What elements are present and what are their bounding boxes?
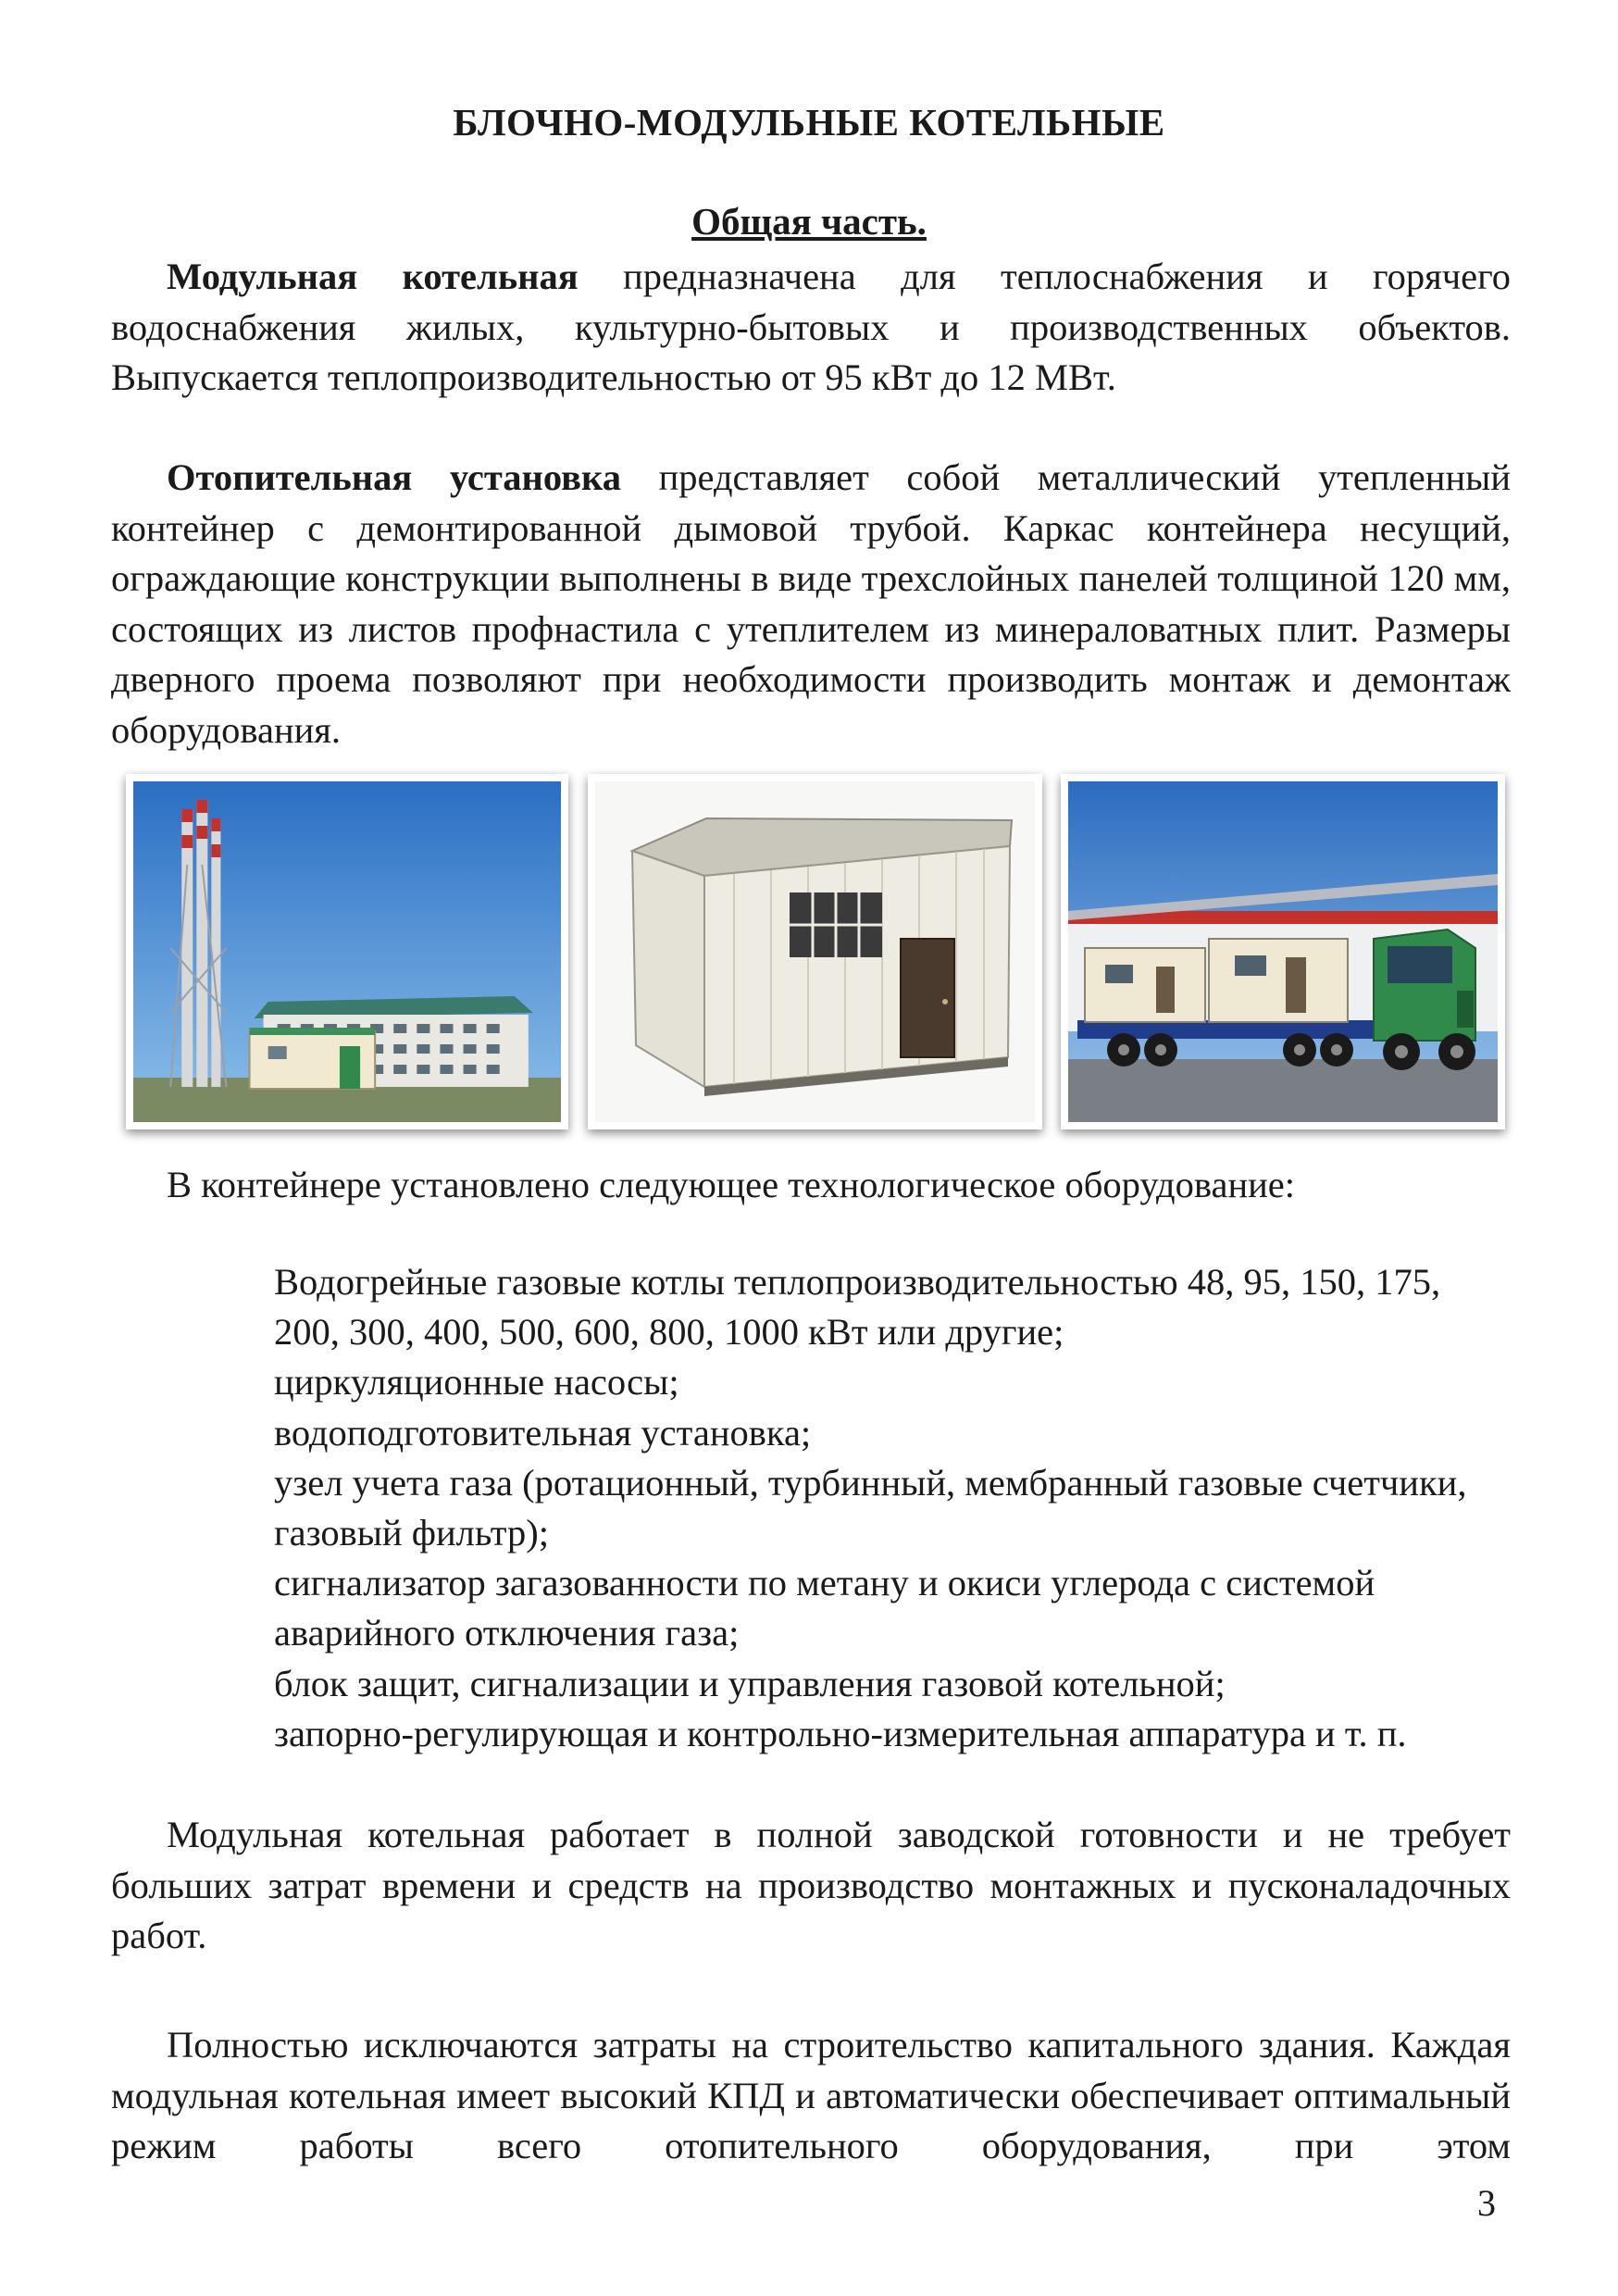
truck-transporting-modules-photo <box>1061 774 1505 1129</box>
list-item: сигнализатор загазованности по метану и окиси углерода с системой аварийного отключения газа; <box>274 1562 1375 1654</box>
paragraph-lead: Отопительная установка <box>167 456 621 498</box>
paragraph-text: представляет собой металлический утепленный контейнер с демонтированной дымовой трубой. Каркас контейнера несущий, ограждающие конструкции выполнены в виде трехслойных панелей толщиной 120 мм, состоящих из листов профнастила с утеплителем из минераловатных плит. Размеры дверного проема позволяют при необходимости производить монтаж и демонтаж оборудования. <box>111 456 1511 751</box>
list-item: запорно-регулирующая и контрольно-измерительная аппаратура и т. п. <box>274 1712 1407 1754</box>
page-title: БЛОЧНО-МОДУЛЬНЫЕ КОТЕЛЬНЫЕ <box>453 101 1165 144</box>
photo-strip <box>118 774 1507 1135</box>
list-item: блок защит, сигнализации и управления газовой котельной; <box>274 1662 1226 1704</box>
list-item: Водогрейные газовые котлы теплопроизводительностью 48, 95, 150, 175, 200, 300, 400, 500, 600, 800, 1000 кВт или другие; <box>274 1261 1441 1354</box>
paragraph-modular-boiler <box>111 252 1511 404</box>
paragraph-lead: Модульная котельная <box>167 256 579 297</box>
list-item: водоподготовительная установка; <box>274 1411 812 1454</box>
equipment-list <box>274 1257 1514 1759</box>
list-item: циркуляционные насосы; <box>274 1361 679 1404</box>
paragraph-heating-unit <box>111 453 1511 755</box>
list-item: узел учета газа (ротационный, турбинный, мембранный газовые счетчики, газовый фильтр); <box>274 1461 1467 1554</box>
paragraph-text: предназначена для теплоснабжения и горячего водоснабжения жилых, культурно-бытовых и производственных объектов. Выпускается теплопроизводительностью от 95 кВт до 12 МВт. <box>111 256 1511 398</box>
paragraph-costs: Полностью исключаются затраты на строительство капитального здания. Каждая модульная котельная имеет высокий КПД и автоматически обеспечивает оптимальный режим работы всего отопительного оборудования, при этом <box>111 2024 1511 2166</box>
section-heading: Общая часть. <box>691 200 927 243</box>
container-module-photo <box>588 774 1042 1129</box>
boiler-house-with-chimneys-photo <box>126 774 568 1129</box>
paragraph-factory-ready: Модульная котельная работает в полной заводской готовности и не требует больших затрат времени и средств на производство монтажных и пусконаладочных работ. <box>111 1814 1511 1956</box>
paragraph-equipment-intro: В контейнере установлено следующее технологическое оборудование: <box>167 1164 1296 1205</box>
page-number: 3 <box>1477 2182 1496 2224</box>
